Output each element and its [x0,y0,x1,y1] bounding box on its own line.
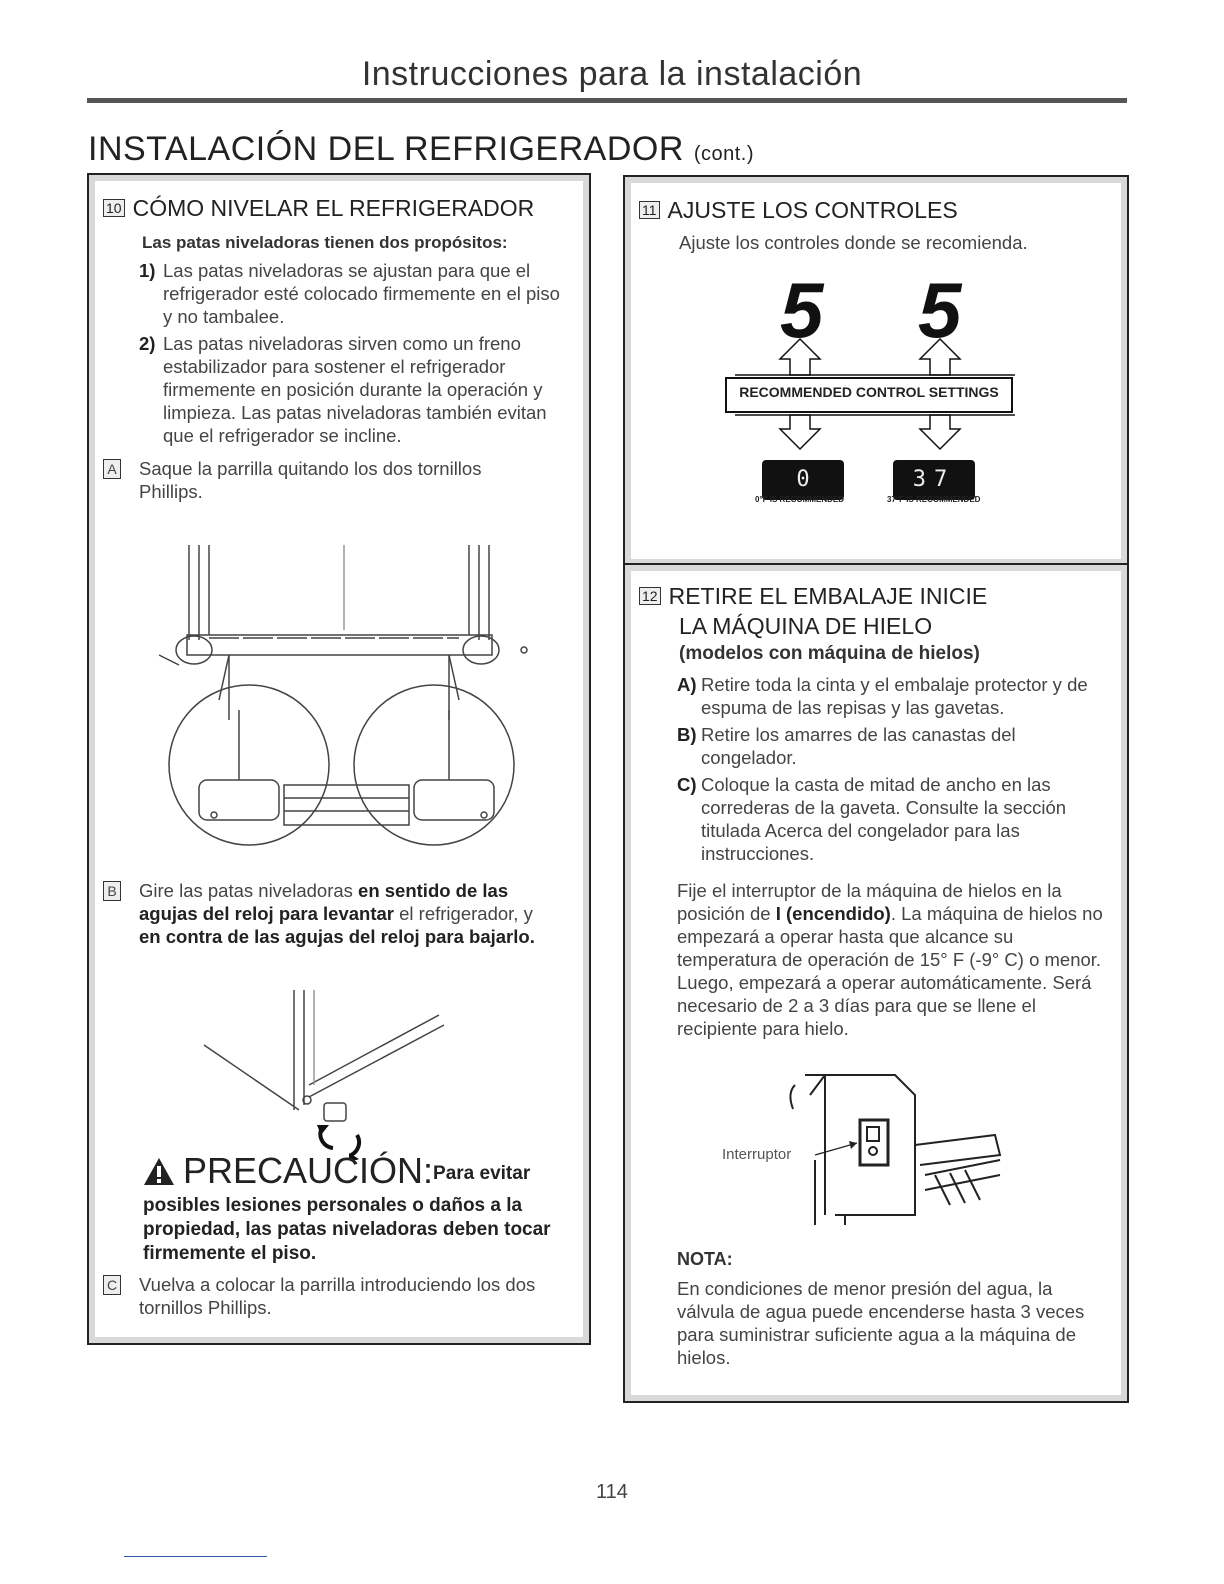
grille-removal-illustration [149,540,559,860]
icemaker-switch-illustration [775,1065,1015,1235]
box-leveling [87,173,591,1345]
icemaker-subtitle: (modelos con máquina de hielos) [679,643,980,664]
controls-heading [639,197,958,224]
step-letter-a: A [103,459,121,479]
caution-word: PRECAUCIÓN: [183,1150,434,1191]
list-item-text: Retire los amarres de las canastas del congelador. [701,724,1016,768]
caution-lead: Para evitar [433,1163,531,1184]
list-item [139,259,569,328]
step-b-bold-part: en sentido de las agujas del reloj para levantar [139,880,509,924]
leveling-title: CÓMO NIVELAR EL REFRIGERADOR [132,195,535,221]
box-controls [623,175,1129,567]
recommended-settings-label: RECOMMENDED CONTROL SETTINGS [725,377,1013,413]
freezer-temp-display: 0 [762,460,844,500]
list-item-text: Coloque la casta de mitad de ancho en las correderas de la gaveta. Consulte la sección titulada Acerca del congelador para las instrucciones. [701,774,1067,864]
note-label: NOTA: [677,1249,733,1269]
control-setting-right: 5 [918,266,962,354]
page-number: 114 [596,1481,628,1503]
step-c-text: Vuelva a colocar la parrilla introduciendo los dos tornillos Phillips. [139,1274,536,1318]
step-number-11: 11 [639,201,660,219]
page-header-title: Instrucciones para la instalación [361,55,863,93]
caution-text: posibles lesiones personales o daños a la propiedad, las patas niveladoras deben tocar firmemente el piso. [143,1195,551,1264]
footer-rule [124,1556,267,1557]
freezer-recommendation-caption: 0°F IS RECOMMENDED [755,495,844,504]
list-item-label: B) [677,724,697,745]
list-item-text: Las patas niveladoras sirven como un freno estabilizador para sostener el refrigerador firmemente en posición durante la operación y limpieza. Las patas niveladoras también evitan que el refrigerador se incline. [163,333,547,446]
step-letter-b: B [103,881,121,901]
step-b [103,879,553,948]
step-b-text-part: Gire las patas niveladoras [139,880,359,901]
icemaker-title-line2: LA MÁQUINA DE HIELO [679,613,933,639]
controls-instruction: Ajuste los controles donde se recomienda. [679,232,1028,253]
warning-icon [143,1156,175,1186]
leveling-leg-illustration [189,985,469,1160]
list-item-label: C) [677,774,697,795]
icemaker-title-line [639,581,987,611]
note-text: En condiciones de menor presión del agua, la válvula de agua puede encenderse hasta 3 veces para suministrar suficiente agua a la máquina de hielos. [677,1278,1085,1368]
icemaker-title-line1: RETIRE EL EMBALAJE INICIE [668,583,988,609]
list-item-label: 1) [139,260,156,281]
list-item [677,773,1107,865]
list-item-text: Las patas niveladoras se ajustan para que el refrigerador esté colocado firmemente en el piso y no tambalee. [163,260,560,327]
header-rule [87,98,1127,103]
step-b-text-part: el refrigerador, y [394,903,533,924]
step-number-10: 10 [103,199,125,217]
step-number-12: 12 [639,587,661,605]
step-a [103,457,543,503]
paragraph-text-part: Fije el interruptor de la máquina de hielos en la posición de [677,880,1062,924]
leveling-subtitle: Las patas niveladoras tienen dos propósitos: [142,233,508,252]
switch-callout-label: Interruptor [722,1146,792,1163]
list-item-text: Retire toda la cinta y el embalaje protector y de espuma de las repisas y las gavetas. [701,674,1088,718]
step-a-text: Saque la parrilla quitando los dos tornillos Phillips. [139,458,482,502]
list-item [677,723,1107,769]
paragraph-text-part: . La máquina de hielos no empezará a operar hasta que alcance su temperatura de operación de 15° F (-9° C) o menor. Luego, empezará a operar automáticamente. Será necesario de 2 a 3 días para que se llene el recipiente para hielo. [677,903,1103,1039]
fridge-temp-display: 37 [893,460,975,500]
caution-heading [143,1150,563,1192]
fridge-recommendation-caption: 37°F IS RECOMMENDED [887,495,981,504]
list-item-label: 2) [139,333,156,354]
paragraph-bold-part: I (encendido) [775,903,891,924]
step-b-text [139,879,553,948]
section-title [88,130,754,169]
box-icemaker [623,563,1129,1403]
control-setting-left: 5 [780,266,824,354]
step-b-bold-part: en contra de las agujas del reloj para bajarlo. [139,926,535,947]
step-letter-c: C [103,1275,121,1295]
step-c [103,1273,553,1319]
icemaker-switch-paragraph [677,879,1107,1040]
icemaker-steps-list [677,673,1107,865]
section-title-cont: (cont.) [693,143,755,165]
icemaker-heading [639,581,987,641]
list-item [677,673,1107,719]
leveling-heading [103,195,534,222]
list-item-label: A) [677,674,697,695]
section-title-text: INSTALACIÓN DEL REFRIGERADOR [88,130,684,168]
caution-block [143,1150,563,1266]
controls-title: AJUSTE LOS CONTROLES [667,197,958,223]
leveling-purposes-list [139,259,569,447]
list-item [139,332,569,447]
